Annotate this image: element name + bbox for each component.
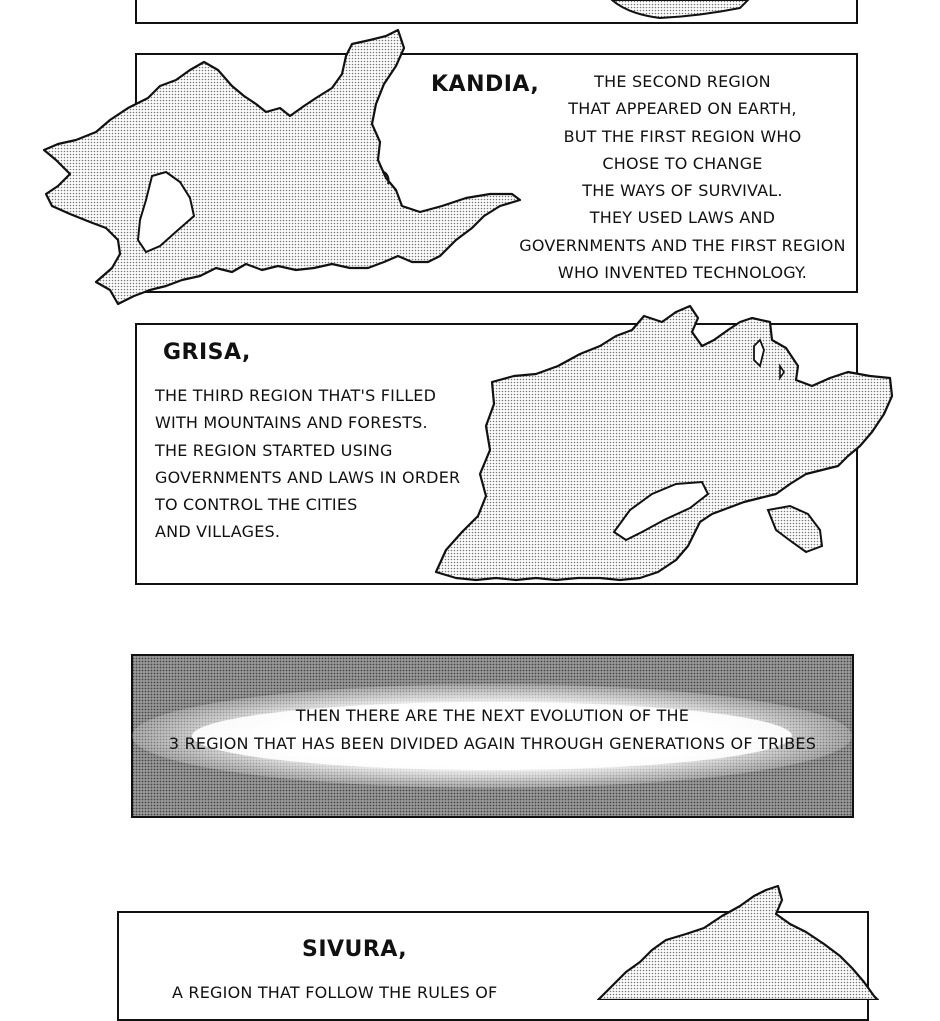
sivura-description: A REGION THAT FOLLOW THE RULES OF — [172, 983, 498, 1002]
kandia-title: KANDIA, — [431, 72, 540, 97]
evolution-text: THEN THERE ARE THE NEXT EVOLUTION OF THE 3 REGION THAT HAS BEEN DIVIDED AGAIN THROUGH GENERATIONS OF TRIBES — [168, 706, 817, 753]
sivura-title: SIVURA, — [302, 937, 408, 962]
grisa-title: GRISA, — [163, 340, 251, 365]
grisa-description: THE THIRD REGION THAT'S FILLED WITH MOUNTAINS AND FORESTS. THE REGION STARTED USING GOVERNMENTS AND LAWS IN ORDER TO CONTROL THE CITIES AND VILLAGES. — [155, 386, 461, 542]
kandia-description: THE SECOND REGION THAT APPEARED ON EARTH, BUT THE FIRST REGION WHO CHOSE TO CHANGE THE WAYS OF SURVIVAL. THEY USED LAWS AND GOVERNMENTS AND THE FIRST REGION WHO INVENTED TECHNOLOGY. — [519, 72, 846, 283]
